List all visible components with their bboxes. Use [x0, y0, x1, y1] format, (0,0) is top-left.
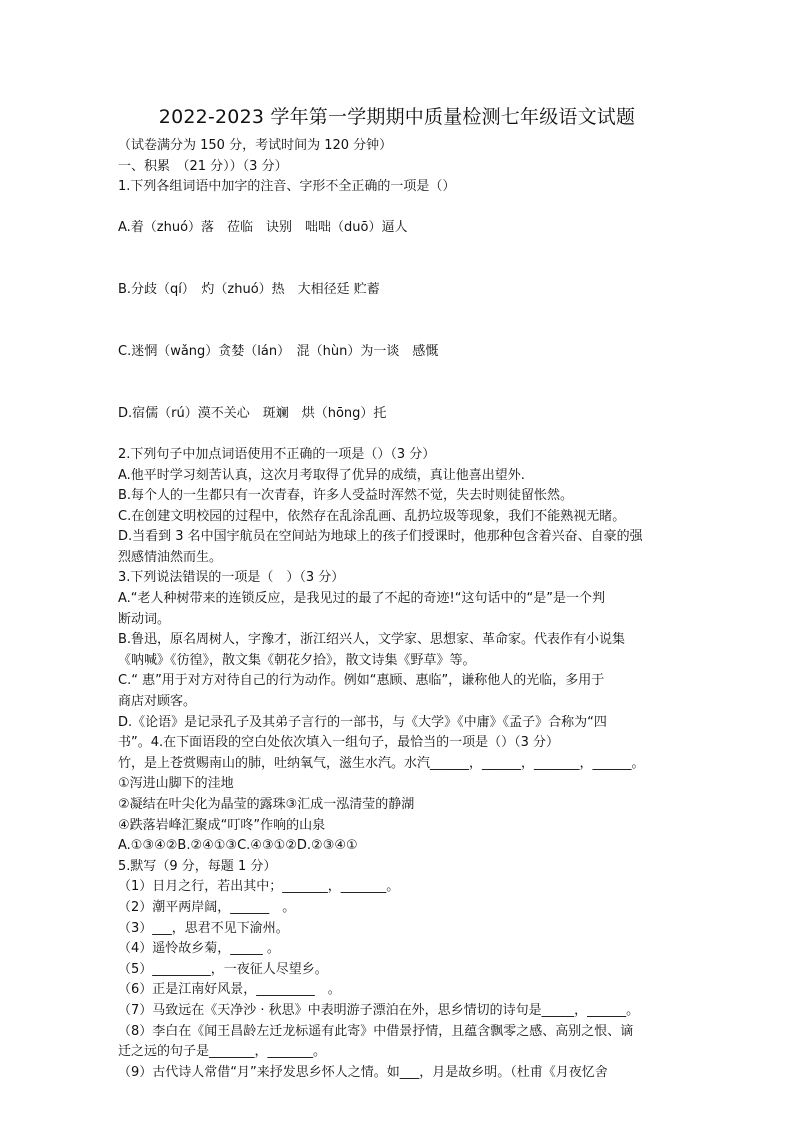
- text-line: 1.下列各组词语中加字的注音、字形不全正确的一项是（）: [118, 179, 456, 195]
- text-line: C.迷惘（wǎng）贪婪（lán） 混（hùn）为一谈 感慨: [118, 343, 439, 359]
- text-line: （3）___，思君不见下渝州。: [118, 920, 289, 936]
- text-line: （2）潮平两岸阔，______ 。: [118, 899, 296, 915]
- text-line: （9）古代诗人常借“月”来抒发思乡怀人之情。如___，月是故乡明。（杜甫《月夜忆舍: [118, 1064, 608, 1080]
- blank-line: [118, 424, 678, 445]
- text-line: D.《论语》是记录孔子及其弟子言行的一部书，与《大学》《中庸》《孟子》合称为“四: [118, 714, 607, 730]
- text-line: （4）遥怜故乡菊，_____ 。: [118, 941, 280, 957]
- text-line: （5）_________，一夜征人尽望乡。: [118, 961, 328, 977]
- text-line: 3.下列说法错误的一项是（ ）（3 分）: [118, 570, 345, 586]
- blank-line: [118, 239, 678, 260]
- text-line: （6）正是江南好风景，_________ 。: [118, 982, 341, 998]
- text-line: ②凝结在叶尖化为晶莹的露珠③汇成一泓清莹的静湖: [118, 797, 415, 812]
- text-line: B.分歧（qí） 灼（zhuó）热 大相径廷 贮蓄: [118, 282, 380, 298]
- text-line: 5.默写（9 分，每题 1 分）: [118, 858, 277, 874]
- text-line: A.着（zhuó）落 莅临 诀别 咄咄（duō）逼人: [118, 220, 408, 236]
- text-line: （试卷满分为 150 分，考试时间为 120 分钟）: [118, 138, 393, 153]
- blank-line: [118, 363, 678, 384]
- text-line: 断动词。: [118, 611, 171, 627]
- blank-line: [118, 321, 678, 342]
- exam-title: 2022-2023 学年第一学期期中质量检测七年级语文试题: [158, 106, 636, 128]
- blank-line: [118, 301, 678, 322]
- text-line: 迁之远的句子是_______，_______。: [118, 1044, 327, 1060]
- text-line: A.他平时学习刻苦认真，这次月考取得了优异的成绩，真让他喜出望外.: [118, 467, 525, 483]
- text-line: 竹，是上苍赏赐南山的肺，吐纳氧气，滋生水汽。水汽______，______，_______，______。: [118, 755, 645, 771]
- text-line: ①泻进山脚下的洼地: [118, 776, 234, 792]
- text-line: 2.下列句子中加点词语使用不正确的一项是（）（3 分）: [118, 446, 436, 462]
- blank-line: [118, 260, 678, 281]
- text-line: A.“老人种树带来的连锁反应，是我见过的最了不起的奇迹!“这句话中的“是”是一个判: [118, 591, 605, 607]
- text-line: D.当看到 3 名中国宇航员在空间站为地球上的孩子们授课时，他那种包含着兴奋、自豪的强: [118, 529, 643, 545]
- text-line: D.宿儒（rú）漠不关心 斑斓 烘（hōng）托: [118, 405, 387, 421]
- text-line: B.每个人的一生都只有一次青春，许多人受益时浑然不觉，失去时则徒留怅然。: [118, 488, 574, 504]
- text-line: 烈感情油然而生。: [118, 549, 223, 565]
- text-line: C.在创建文明校园的过程中，依然存在乱涂乱画、乱扔垃圾等现象，我们不能熟视无睹。: [118, 508, 626, 524]
- text-line: 《呐喊》《彷徨》，散文集《朝花夕拾》，散文诗集《野草》等。: [118, 652, 476, 668]
- text-line: （8）李白在《闻王昌龄左迁龙标遥有此寄》中借景抒情，且蕴含飘零之感、高别之恨、谪: [118, 1023, 634, 1039]
- text-line: ④跌落岩峰汇聚成“叮咚”作响的山泉: [118, 817, 326, 833]
- blank-line: [118, 198, 678, 219]
- text-line: （7）马致远在《天净沙 · 秋思》中表明游子漂泊在外，思乡情切的诗句是_____，______。: [118, 1002, 640, 1018]
- text-line: （1）日月之行，若出其中；_______，_______。: [118, 879, 400, 895]
- text-line: 书”。4.在下面语段的空白处依次填入一组句子，最恰当的一项是（）（3 分）: [118, 735, 560, 751]
- blank-line: [118, 383, 678, 404]
- exam-content: [118, 136, 678, 1083]
- text-line: B.鲁迅，原名周树人，字豫才，浙江绍兴人，文学家、思想家、革命家。代表作有小说集: [118, 632, 626, 648]
- text-line: 商店对顾客。: [118, 694, 197, 710]
- text-line: 一、积累 （21 分））（3 分）: [118, 158, 288, 174]
- text-line: C.“ 惠”用于对方对待自己的行为动作。例如“惠顾、惠临”，谦称他人的光临，多用于: [118, 673, 605, 689]
- text-line: A.①③④②B.②④①③C.④③①②D.②③④①: [118, 838, 358, 854]
